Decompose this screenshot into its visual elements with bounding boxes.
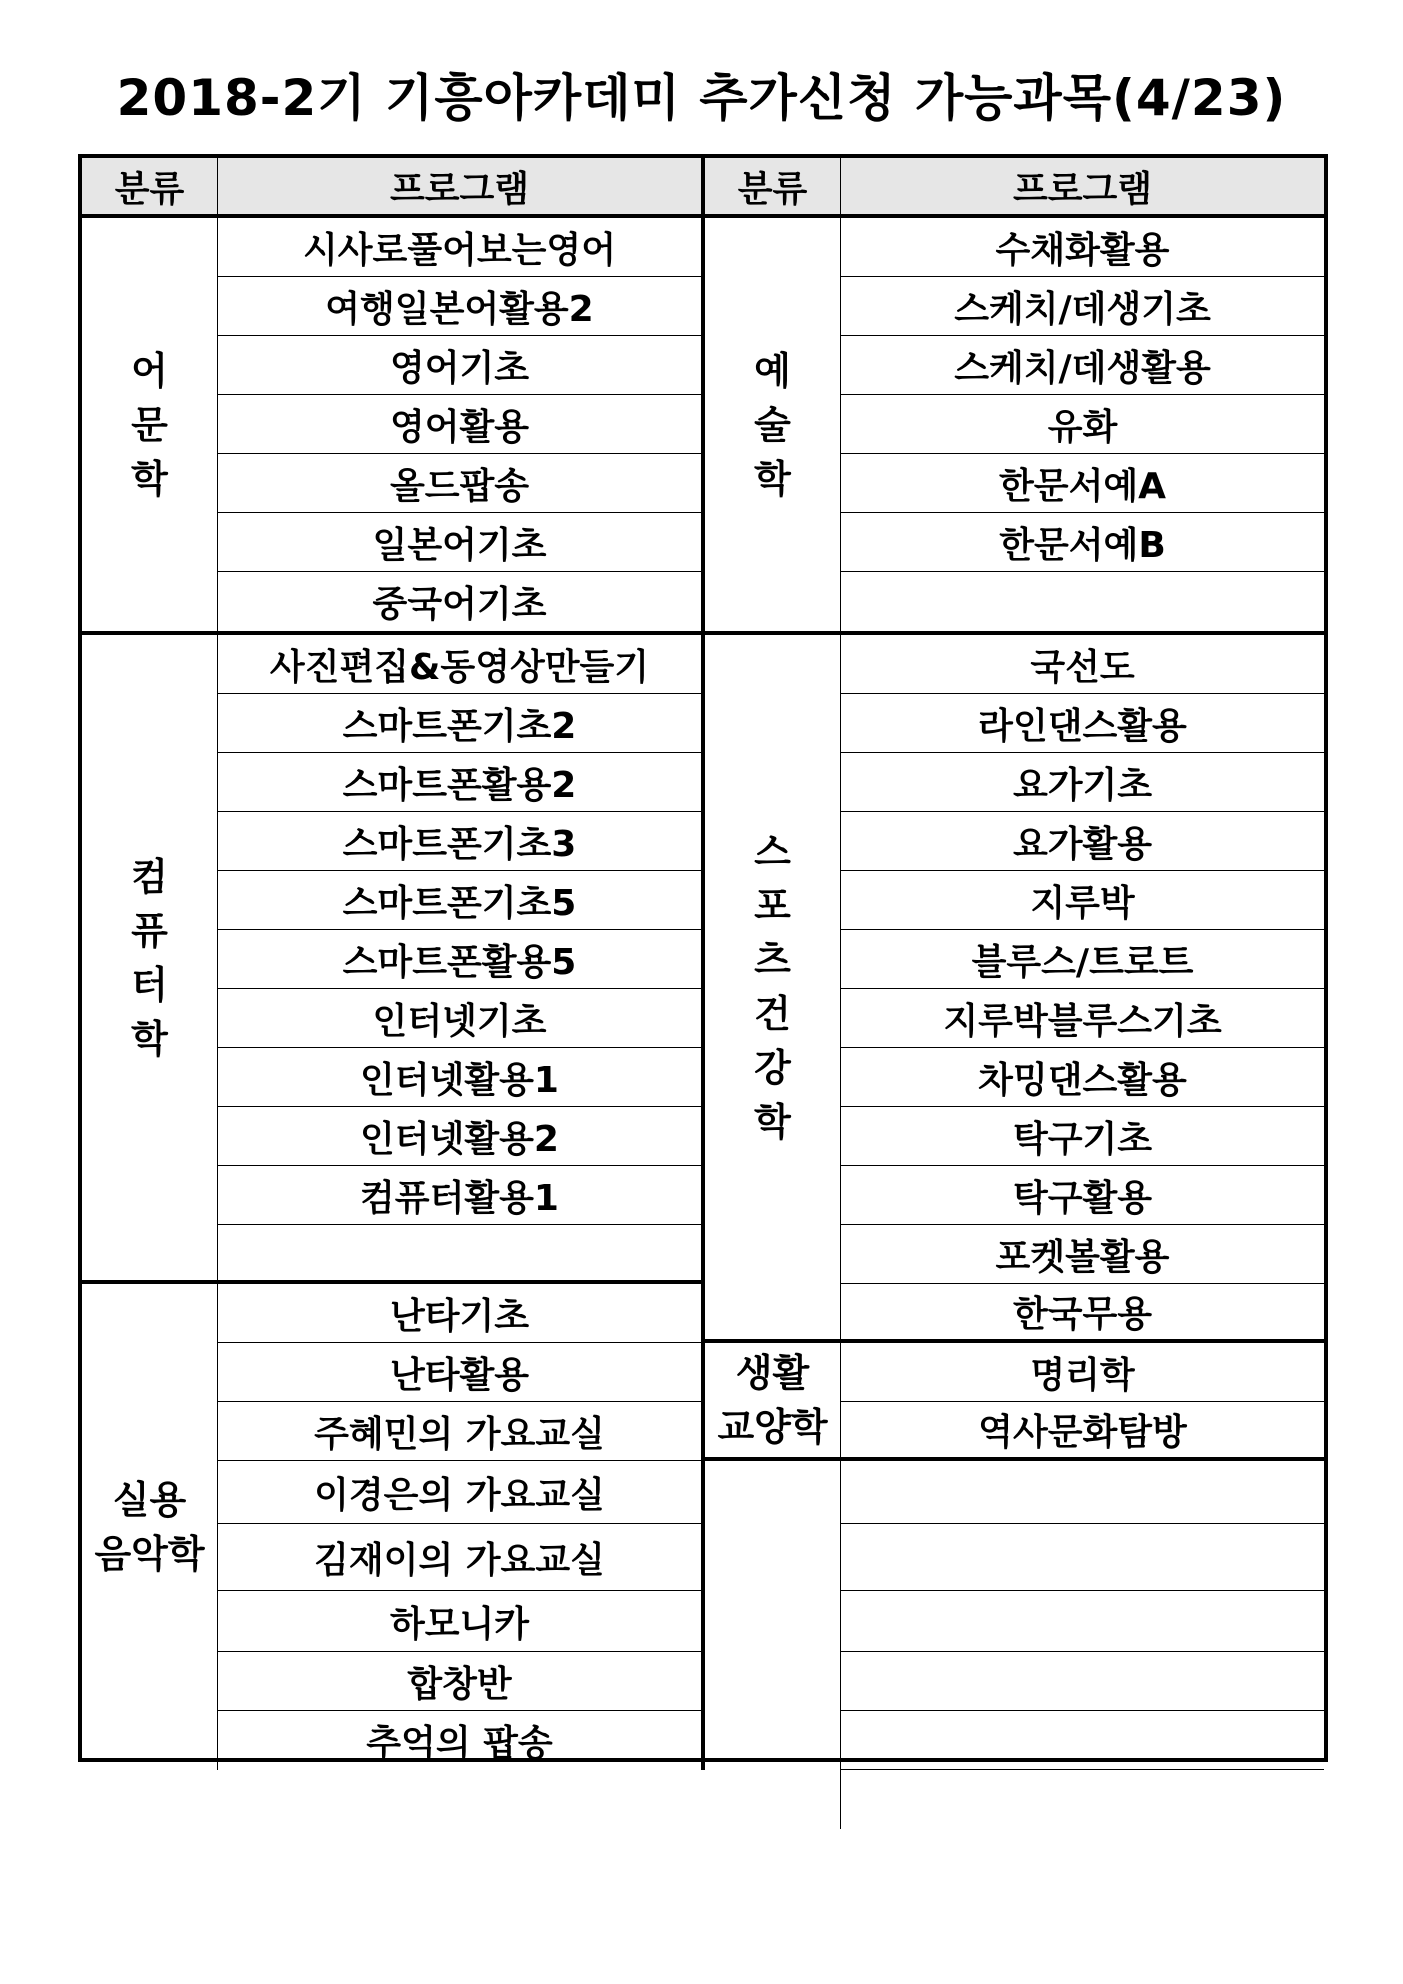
program-cell: 컴퓨터활용1 (218, 1166, 705, 1225)
program-cell: 요가활용 (841, 812, 1324, 871)
program-cell (841, 1524, 1324, 1591)
program-cell (841, 1591, 1324, 1652)
program-cell: 스케치/데생활용 (841, 336, 1324, 395)
program-cell: 주혜민의 가요교실 (218, 1402, 705, 1461)
category-cell (82, 1284, 218, 1770)
program-cell: 요가기초 (841, 753, 1324, 812)
header-program-left: 프로그램 (218, 158, 705, 218)
program-cell: 유화 (841, 395, 1324, 454)
category-cell (705, 1343, 841, 1461)
category-label: 건 (754, 992, 791, 1036)
program-cell: 인터넷활용1 (218, 1048, 705, 1107)
program-cell: 스케치/데생기초 (841, 277, 1324, 336)
program-cell: 인터넷기초 (218, 989, 705, 1048)
program-cell: 지루박블루스기초 (841, 989, 1324, 1048)
category-label: 음악학 (94, 1532, 205, 1576)
program-cell: 한문서예B (841, 513, 1324, 572)
category-label: 문 (131, 402, 168, 447)
program-cell: 한국무용 (841, 1284, 1324, 1343)
program-cell: 이경은의 가요교실 (218, 1461, 705, 1524)
program-cell: 스마트폰기초2 (218, 694, 705, 753)
program-cell: 명리학 (841, 1343, 1324, 1402)
program-cell (218, 1225, 705, 1284)
program-cell: 추억의 팝송 (218, 1711, 705, 1770)
program-cell: 김재이의 가요교실 (218, 1524, 705, 1591)
program-cell: 스마트폰기초3 (218, 812, 705, 871)
program-cell: 난타활용 (218, 1343, 705, 1402)
program-cell: 한문서예A (841, 454, 1324, 513)
category-cell (82, 218, 218, 635)
category-label: 생활 (735, 1351, 810, 1395)
program-cell: 역사문화탐방 (841, 1402, 1324, 1461)
header-category-right: 분류 (705, 158, 841, 218)
category-label: 퓨 (131, 908, 168, 953)
program-cell: 난타기초 (218, 1284, 705, 1343)
program-cell: 스마트폰기초5 (218, 871, 705, 930)
program-cell: 영어기초 (218, 336, 705, 395)
program-cell: 스마트폰활용2 (218, 753, 705, 812)
program-cell: 하모니카 (218, 1591, 705, 1652)
category-label: 어 (131, 348, 168, 393)
program-cell: 지루박 (841, 871, 1324, 930)
program-cell: 스마트폰활용5 (218, 930, 705, 989)
program-cell: 합창반 (218, 1652, 705, 1711)
category-label: 실용 (112, 1478, 187, 1522)
category-label: 스 (754, 830, 791, 874)
category-label: 강 (754, 1046, 791, 1090)
category-label: 학 (131, 456, 168, 501)
program-cell (841, 1770, 1324, 1829)
program-cell: 사진편집&동영상만들기 (218, 635, 705, 694)
program-cell (841, 572, 1324, 635)
program-cell: 중국어기초 (218, 572, 705, 635)
program-cell: 탁구활용 (841, 1166, 1324, 1225)
category-label: 터 (131, 962, 168, 1007)
program-cell: 차밍댄스활용 (841, 1048, 1324, 1107)
category-label: 술 (754, 402, 791, 447)
header-program-right: 프로그램 (841, 158, 1324, 218)
category-label: 예 (754, 348, 791, 393)
program-cell: 인터넷활용2 (218, 1107, 705, 1166)
program-cell: 여행일본어활용2 (218, 277, 705, 336)
category-cell (705, 1461, 841, 1829)
program-cell: 라인댄스활용 (841, 694, 1324, 753)
header-category-left: 분류 (82, 158, 218, 218)
category-label: 츠 (754, 938, 791, 982)
page-title: 2018-2기 기흥아카데미 추가신청 가능과목(4/23) (116, 69, 1287, 127)
program-cell: 국선도 (841, 635, 1324, 694)
course-table (78, 154, 1328, 1762)
category-label: 포 (754, 884, 791, 928)
program-cell: 블루스/트로트 (841, 930, 1324, 989)
category-cell (705, 218, 841, 635)
program-cell: 영어활용 (218, 395, 705, 454)
program-cell (841, 1461, 1324, 1524)
category-cell (82, 635, 218, 1284)
category-label: 학 (754, 1100, 791, 1144)
program-cell: 탁구기초 (841, 1107, 1324, 1166)
program-cell (841, 1652, 1324, 1711)
program-cell: 수채화활용 (841, 218, 1324, 277)
program-cell: 일본어기초 (218, 513, 705, 572)
program-cell (841, 1711, 1324, 1770)
program-cell: 올드팝송 (218, 454, 705, 513)
program-cell: 포켓볼활용 (841, 1225, 1324, 1284)
category-label: 교양학 (717, 1405, 828, 1449)
program-cell: 시사로풀어보는영어 (218, 218, 705, 277)
category-cell (705, 635, 841, 1343)
category-label: 학 (131, 1016, 168, 1061)
category-label: 컴 (131, 854, 168, 899)
category-label: 학 (754, 456, 791, 501)
